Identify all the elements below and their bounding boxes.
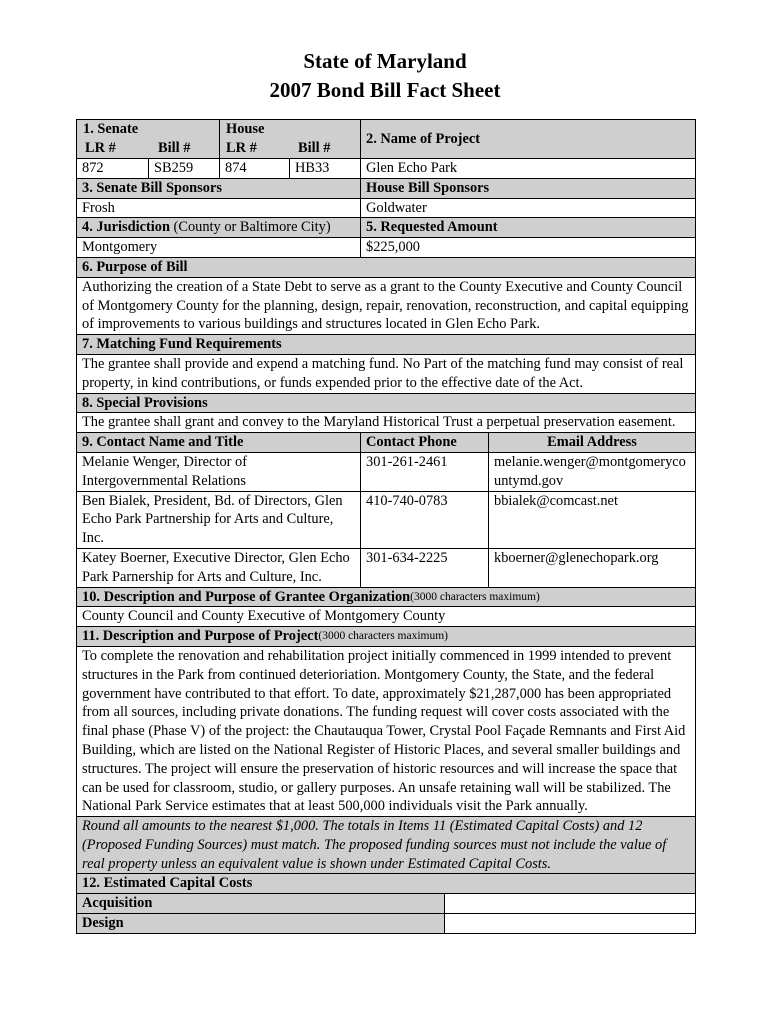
senate-bill-label: Bill # [158, 139, 191, 156]
grantee-org-note: (3000 characters maximum) [410, 590, 540, 603]
jurisdiction-value: Montgomery [82, 239, 158, 256]
contact-row [77, 452, 695, 491]
contact-email: bbialek@comcast.net [488, 492, 695, 548]
senate-header-cell [77, 120, 219, 158]
senate-sponsors-label: 3. Senate Bill Sponsors [77, 179, 360, 198]
capital-cost-label: Design [77, 914, 444, 933]
house-label: House [226, 121, 265, 137]
contact-phone: 301-261-2461 [360, 453, 488, 491]
senate-lr-value: 872 [82, 160, 104, 176]
purpose-text: Authorizing the creation of a State Debt to serve as a grant to the County Executive and County Council of Montgomery County for the planning, design, repair, renovation, reconstruction, and capital equipping of improvements to various buildings and structures located in Glen Echo Park. [77, 277, 695, 334]
capital-cost-value[interactable] [444, 914, 695, 933]
contact-email-label: Email Address [488, 433, 695, 452]
special-text: The grantee shall grant and convey to the Maryland Historical Trust a perpetual preservation easement. [77, 412, 695, 432]
senate-bill-value: SB259 [148, 159, 219, 178]
house-sponsors-label: House Bill Sponsors [360, 179, 695, 198]
requested-amount-value: $225,000 [360, 238, 695, 257]
fact-sheet-table [76, 119, 696, 934]
jurisdiction-note: (County or Baltimore City) [169, 219, 331, 236]
requested-amount-label: 5. Requested Amount [360, 218, 695, 237]
sponsors-values-row [77, 198, 695, 218]
page-subtitle: 2007 Bond Bill Fact Sheet [269, 78, 501, 102]
project-desc-label: 11. Description and Purpose of Project [82, 628, 319, 645]
house-bill-label: Bill # [298, 139, 331, 156]
house-header-cell [219, 120, 360, 158]
matching-label: 7. Matching Fund Requirements [77, 334, 695, 354]
house-lr-label: LR # [226, 139, 257, 156]
contact-phone-label: Contact Phone [360, 433, 488, 452]
contact-name-label: 9. Contact Name and Title [77, 433, 360, 452]
house-sponsors-value: Goldwater [360, 199, 695, 218]
contact-row [77, 548, 695, 587]
contact-name: Katey Boerner, Executive Director, Glen Echo Park Parnership for Arts and Culture, Inc. [82, 549, 350, 585]
project-name-label: 2. Name of Project [360, 120, 695, 158]
grantee-org-text: County Council and County Executive of Montgomery County [77, 606, 695, 626]
contact-email: melanie.wenger@montgomerycountymd.gov [488, 453, 695, 491]
contact-row [77, 491, 695, 548]
contact-name: Ben Bialek, President, Bd. of Directors, Glen Echo Park Partnership for Arts and Culture, Inc. [82, 492, 343, 547]
purpose-label: 6. Purpose of Bill [77, 257, 695, 277]
contact-phone: 410-740-0783 [360, 492, 488, 548]
jurisdiction-label: 4. Jurisdiction [82, 219, 170, 236]
jurisdiction-header-row [77, 217, 695, 237]
project-name-value: Glen Echo Park [360, 159, 695, 178]
contact-email: kboerner@glenechopark.org [488, 549, 695, 587]
capital-cost-row [77, 913, 695, 933]
page-title: State of Maryland [303, 49, 467, 73]
special-label: 8. Special Provisions [77, 393, 695, 413]
house-lr-value: 874 [219, 159, 289, 178]
rounding-note: Round all amounts to the nearest $1,000. The totals in Items 11 (Estimated Capital Costs) and 12 (Proposed Funding Sources) must match. The proposed funding sources must not include the value of real property unless an equivalent value is shown under Estimated Capital Costs. [77, 816, 695, 873]
project-desc-label-row [77, 626, 695, 646]
grantee-org-label-row [77, 587, 695, 607]
contact-name: Melanie Wenger, Director of Intergovernmental Relations [82, 453, 248, 489]
capital-cost-value[interactable] [444, 894, 695, 913]
capital-cost-label: Acquisition [77, 894, 444, 913]
grantee-org-label: 10. Description and Purpose of Grantee Organization [82, 588, 411, 605]
capital-costs-label: 12. Estimated Capital Costs [77, 873, 695, 893]
jurisdiction-label-cell [77, 218, 360, 237]
contacts-header-row [77, 432, 695, 452]
bill-header-row [77, 120, 695, 158]
senate-sponsors-value: Frosh [82, 199, 115, 216]
project-desc-note: (3000 characters maximum) [318, 630, 449, 643]
senate-label: 1. Senate [83, 121, 139, 137]
bill-values-row [77, 158, 695, 178]
capital-cost-row [77, 893, 695, 913]
house-bill-value: HB33 [289, 159, 360, 178]
senate-lr-label: LR # [85, 139, 116, 156]
jurisdiction-values-row [77, 237, 695, 257]
project-desc-text: To complete the renovation and rehabilitation project initially commenced in 1999 intended to prevent structures in the Park from continued deterioriation. Montgomery County, the State, and the federal government have contributed to that effort. To date, approximately $21,287,000 has been appropriated from all sources, including private donations. The funding request will cover costs associated with the final phase (Phase V) of the project: the Chautauqua Tower, Crystal Pool Façade Remnants and First Aid Building, which are listed on the National Register of Historic Places, and several smaller buildings and structures. The project will ensure the preservation of historic resources and will increase the space that can be used for classroom, studio, or gallery purposes. An unsafe retaining wall will be stabilized. The National Park Service estimates that at least 500,000 individuals visit the Park annually. [77, 646, 695, 816]
contact-phone: 301-634-2225 [360, 549, 488, 587]
matching-text: The grantee shall provide and expend a matching fund. No Part of the matching fund may consist of real property, in kind contributions, or funds expended prior to the effective date of the Act. [77, 354, 695, 393]
sponsors-header-row [77, 178, 695, 198]
